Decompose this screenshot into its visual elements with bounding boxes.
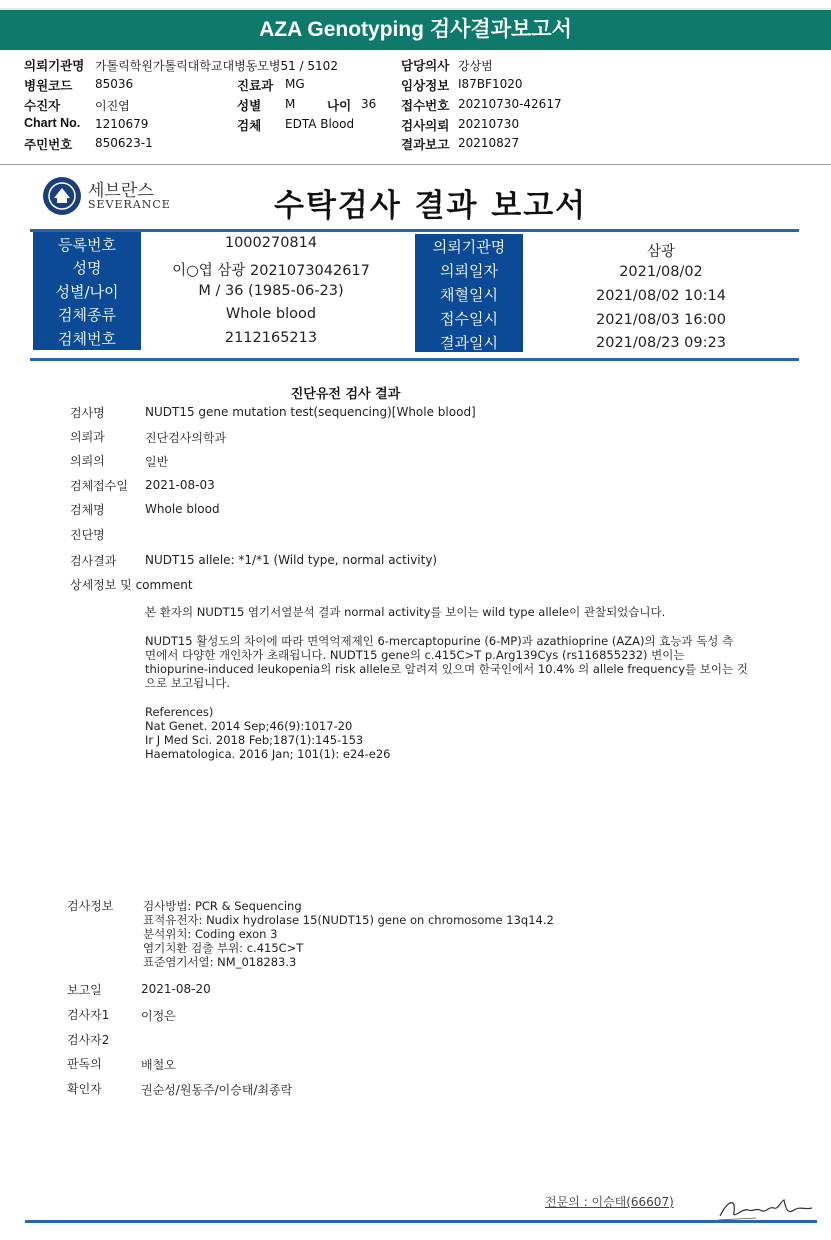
info-label: 의뢰일자	[440, 262, 498, 280]
info-label: 검체종류	[58, 306, 116, 324]
field-value: Whole blood	[145, 502, 220, 516]
specialist-contact: 전문의 : 이승태(66607)	[545, 1195, 674, 1209]
field-label: 의뢰과	[70, 430, 105, 444]
info-label: 검체번호	[58, 330, 116, 348]
info-value: 2021/08/02	[619, 264, 703, 280]
university-seal-icon	[42, 176, 82, 216]
header-label: Chart No.	[24, 116, 81, 130]
header-value: I87BF1020	[458, 77, 523, 91]
comment-line: thiopurine-induced leukopenia의 risk allele로 알려져 있으며 한국인에서 10.4% 의 allele frequency를 보이는 것	[145, 662, 748, 676]
header-divider	[0, 164, 831, 165]
comment-line: 면에서 다양한 개인차가 초래됩니다. NUDT15 gene의 c.415C>T p.Arg139Cys (rs116855232) 변이는	[145, 648, 685, 662]
report-banner-title: AZA Genotyping 검사결과보고서	[0, 8, 831, 50]
section-title: 진단유전 검사 결과	[290, 387, 401, 402]
bottom-fields	[0, 978, 831, 1103]
info-value: 2021/08/03 16:00	[596, 312, 726, 328]
header-value: 850623-1	[95, 136, 153, 150]
comment-paragraph-2	[145, 634, 765, 690]
header-info	[0, 50, 831, 164]
reference-item: Haematologica. 2016 Jan; 101(1): e24-e26	[145, 747, 391, 761]
header-label: 검체	[237, 119, 262, 133]
header-value: 85036	[95, 77, 134, 91]
footer-rule	[25, 1220, 817, 1223]
field-label: 보고일	[67, 983, 102, 997]
header-value: 1210679	[95, 117, 149, 131]
field-label: 검사결과	[70, 554, 117, 568]
severance-logo	[42, 176, 172, 218]
info-value: M / 36 (1985-06-23)	[198, 283, 344, 299]
field-label: 검사명	[70, 406, 105, 420]
test-info-line: 표적유전자: Nudix hydrolase 15(NUDT15) gene on chromosome 13q14.2	[143, 913, 554, 927]
header-value: 20210730	[458, 117, 520, 131]
field-value: 일반	[145, 455, 169, 469]
header-value: 20210827	[458, 136, 520, 150]
comment-label: 상세정보 및 comment	[70, 578, 193, 592]
info-label: 의뢰기관명	[432, 238, 506, 256]
info-right-labels	[415, 234, 523, 352]
field-value: 배철오	[141, 1058, 176, 1072]
info-value: 2021/08/23 09:23	[596, 335, 726, 351]
info-right-values	[523, 234, 799, 352]
field-value: NUDT15 gene mutation test(sequencing)[Whole blood]	[145, 405, 476, 419]
info-value: 2021/08/02 10:14	[596, 288, 726, 304]
info-label: 결과일시	[440, 334, 498, 352]
header-value: MG	[285, 77, 305, 91]
field-value: NUDT15 allele: *1/*1 (Wild type, normal activity)	[145, 553, 438, 567]
info-value: 1000270814	[224, 235, 318, 251]
header-label: 접수번호	[401, 99, 450, 113]
field-value: 진단검사의학과	[145, 431, 227, 445]
header-label: 병원코드	[24, 79, 73, 93]
comment-line: 으로 보고됩니다.	[145, 676, 231, 690]
field-label: 의뢰의	[70, 454, 105, 468]
info-label: 채혈일시	[440, 286, 498, 304]
comment-line: NUDT15 활성도의 차이에 따라 면역억제제인 6-mercaptopurine (6-MP)과 azathioprine (AZA)의 효능과 독성 측	[145, 634, 734, 648]
field-value: 2021-08-03	[145, 478, 215, 492]
header-label: 담당의사	[401, 59, 450, 73]
header-value: 20210730-42617	[458, 97, 562, 111]
field-value: 이정은	[141, 1009, 176, 1023]
test-info-line: 분석위치: Coding exon 3	[143, 927, 278, 941]
result-fields	[0, 400, 831, 580]
field-label: 판독의	[67, 1057, 102, 1071]
header-label: 성별	[237, 99, 262, 113]
logo-korean-text: 세브란스	[88, 181, 154, 201]
reference-item: Ir J Med Sci. 2018 Feb;187(1):145-153	[145, 733, 364, 747]
logo-english-text: SEVERANCE	[88, 198, 171, 211]
header-label: 결과보고	[401, 138, 450, 152]
header-label: 의뢰기관명	[24, 59, 85, 73]
header-value: 강상범	[458, 59, 493, 73]
test-info-line: 표준염기서열: NM_018283.3	[143, 955, 297, 969]
field-label: 확인자	[67, 1082, 102, 1096]
field-value: 2021-08-20	[141, 982, 211, 996]
header-value: 36	[361, 97, 377, 111]
info-label: 성별/나이	[55, 283, 119, 301]
header-label: 나이	[327, 99, 352, 113]
info-value: Whole blood	[225, 306, 317, 322]
reference-heading: References)	[145, 705, 214, 719]
info-value: 삼광	[646, 244, 675, 260]
field-value: 권순성/원동주/이승태/최종락	[141, 1083, 293, 1097]
comment-paragraph-1: 본 환자의 NUDT15 염기서열분석 결과 normal activity를 보이는 wild type allele이 관찰되었습니다.	[145, 605, 666, 619]
header-label: 수진자	[24, 99, 61, 113]
info-left-values	[141, 232, 401, 350]
test-info-line: 염기치환 검출 부위: c.415C>T	[143, 941, 304, 955]
info-label: 접수일시	[440, 310, 498, 328]
info-label: 성명	[72, 259, 102, 277]
reference-item: Nat Genet. 2014 Sep;46(9):1017-20	[145, 719, 353, 733]
header-value: EDTA Blood	[285, 117, 355, 131]
field-label: 검체명	[70, 503, 105, 517]
field-label: 진단명	[70, 528, 105, 542]
info-left-labels	[33, 232, 141, 350]
report-title: 수탁검사 결과 보고서	[274, 188, 588, 224]
test-info-block	[143, 899, 743, 969]
info-value: 2112165213	[224, 330, 318, 346]
header-label: 주민번호	[24, 138, 73, 152]
info-value: 이○엽 삼광 2021073042617	[172, 263, 370, 279]
header-value: 가톨릭학원가톨릭대학교대병동모병51 / 5102	[95, 59, 338, 73]
references	[145, 705, 745, 761]
field-label: 검사자1	[67, 1008, 110, 1022]
field-label: 검사자2	[67, 1033, 110, 1047]
header-label: 임상정보	[401, 79, 450, 93]
header-label: 검사의뢰	[401, 119, 450, 133]
field-label: 검체접수일	[70, 479, 128, 493]
info-label: 등록번호	[58, 236, 116, 254]
test-info-label: 검사정보	[67, 899, 114, 913]
info-bottom-rule	[30, 358, 799, 361]
header-value: 이진엽	[95, 99, 130, 113]
test-info-line: 검사방법: PCR & Sequencing	[143, 899, 302, 913]
header-value: M	[285, 97, 296, 111]
signature	[716, 1190, 816, 1224]
header-label: 진료과	[237, 79, 274, 93]
